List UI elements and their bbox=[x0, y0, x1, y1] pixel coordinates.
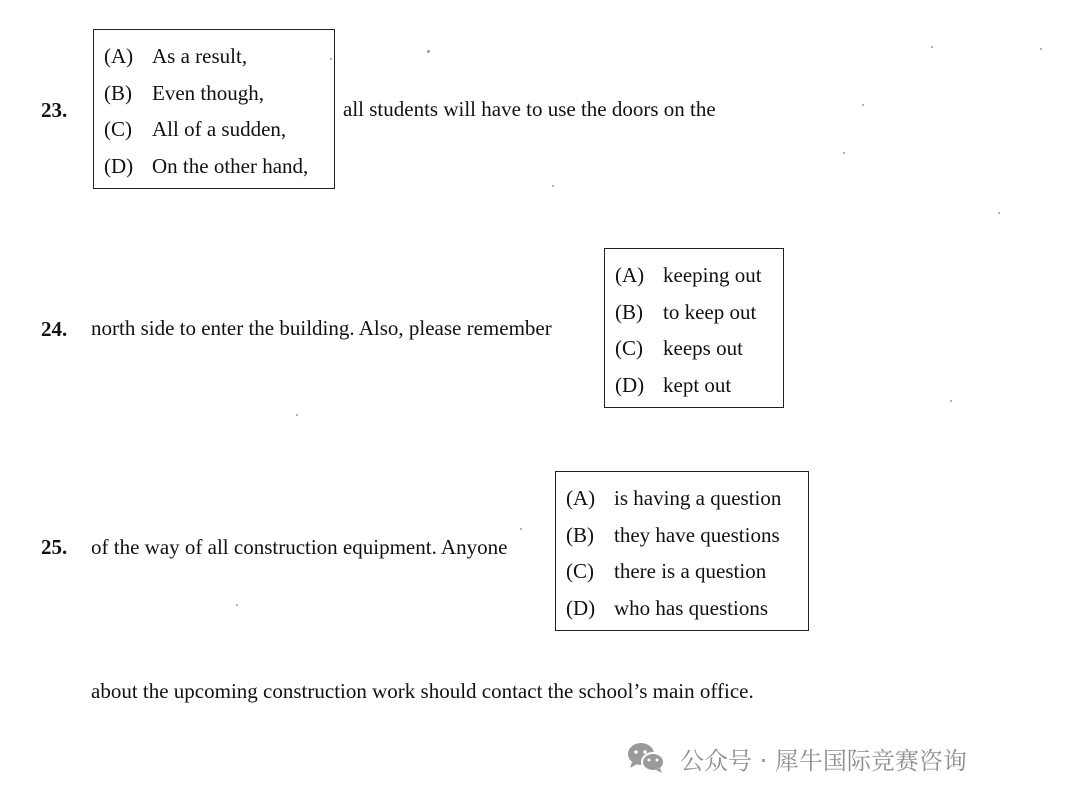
option-text: to keep out bbox=[663, 299, 757, 324]
question-23-options-box bbox=[93, 29, 335, 189]
option-text: As a result, bbox=[152, 44, 248, 68]
option-text: On the other hand, bbox=[152, 153, 309, 178]
scan-speck bbox=[998, 212, 1000, 214]
option-letter: (A) bbox=[104, 44, 134, 68]
scan-speck bbox=[843, 152, 845, 154]
question-25-options-box bbox=[555, 471, 809, 631]
scan-speck bbox=[427, 50, 430, 53]
question-24-option-a[interactable] bbox=[615, 257, 783, 294]
scan-speck bbox=[931, 46, 933, 48]
question-25-number: 25. bbox=[41, 535, 68, 559]
option-text: they have questions bbox=[614, 522, 780, 547]
question-23-option-c[interactable] bbox=[104, 111, 334, 148]
scan-speck bbox=[862, 104, 864, 106]
option-text: keeps out bbox=[663, 336, 743, 360]
option-letter: (A) bbox=[615, 263, 645, 287]
scan-speck bbox=[950, 400, 952, 402]
option-letter: (D) bbox=[566, 595, 596, 620]
option-text: there is a question bbox=[614, 559, 767, 583]
question-23-stem-text: all students will have to use the doors on the bbox=[343, 97, 716, 121]
question-24-option-c[interactable] bbox=[615, 330, 783, 367]
scan-speck bbox=[520, 528, 522, 530]
question-24-option-d[interactable] bbox=[615, 367, 783, 404]
watermark-text: 公众号 · 犀牛国际竞赛咨询 bbox=[680, 746, 967, 775]
option-text: All of a sudden, bbox=[152, 117, 287, 141]
wechat-icon bbox=[626, 741, 666, 775]
question-23-option-a[interactable] bbox=[104, 38, 334, 75]
question-25-option-a[interactable] bbox=[566, 480, 808, 517]
option-letter: (C) bbox=[104, 117, 132, 141]
question-25-stem-text: of the way of all construction equipment. Anyone bbox=[91, 535, 508, 559]
option-letter: (D) bbox=[104, 153, 134, 178]
scan-speck bbox=[330, 58, 332, 60]
option-letter: (A) bbox=[566, 486, 596, 510]
question-24-number: 24. bbox=[41, 317, 68, 341]
question-25-option-d[interactable] bbox=[566, 590, 808, 627]
option-text: kept out bbox=[663, 372, 732, 397]
option-text: who has questions bbox=[614, 595, 768, 620]
option-text: keeping out bbox=[663, 263, 762, 287]
question-25-option-c[interactable] bbox=[566, 553, 808, 590]
option-text: is having a question bbox=[614, 486, 782, 510]
option-letter: (C) bbox=[566, 559, 594, 583]
scan-speck bbox=[1040, 48, 1042, 50]
watermark bbox=[626, 741, 967, 775]
question-23-option-b[interactable] bbox=[104, 75, 334, 112]
option-letter: (B) bbox=[566, 522, 594, 547]
option-letter: (C) bbox=[615, 336, 643, 360]
question-24-options-box bbox=[604, 248, 784, 408]
scan-speck bbox=[236, 604, 238, 606]
option-text: Even though, bbox=[152, 80, 264, 105]
question-24-option-b[interactable] bbox=[615, 294, 783, 331]
option-letter: (B) bbox=[615, 299, 643, 324]
question-23-option-d[interactable] bbox=[104, 148, 334, 185]
question-24-stem-text: north side to enter the building. Also, please remember bbox=[91, 316, 552, 340]
scan-speck bbox=[552, 185, 554, 187]
question-25-option-b[interactable] bbox=[566, 517, 808, 554]
option-letter: (D) bbox=[615, 372, 645, 397]
scan-speck bbox=[296, 414, 298, 416]
closing-line: about the upcoming construction work should contact the school’s main office. bbox=[91, 679, 754, 703]
question-23-number: 23. bbox=[41, 98, 68, 122]
option-letter: (B) bbox=[104, 80, 132, 105]
